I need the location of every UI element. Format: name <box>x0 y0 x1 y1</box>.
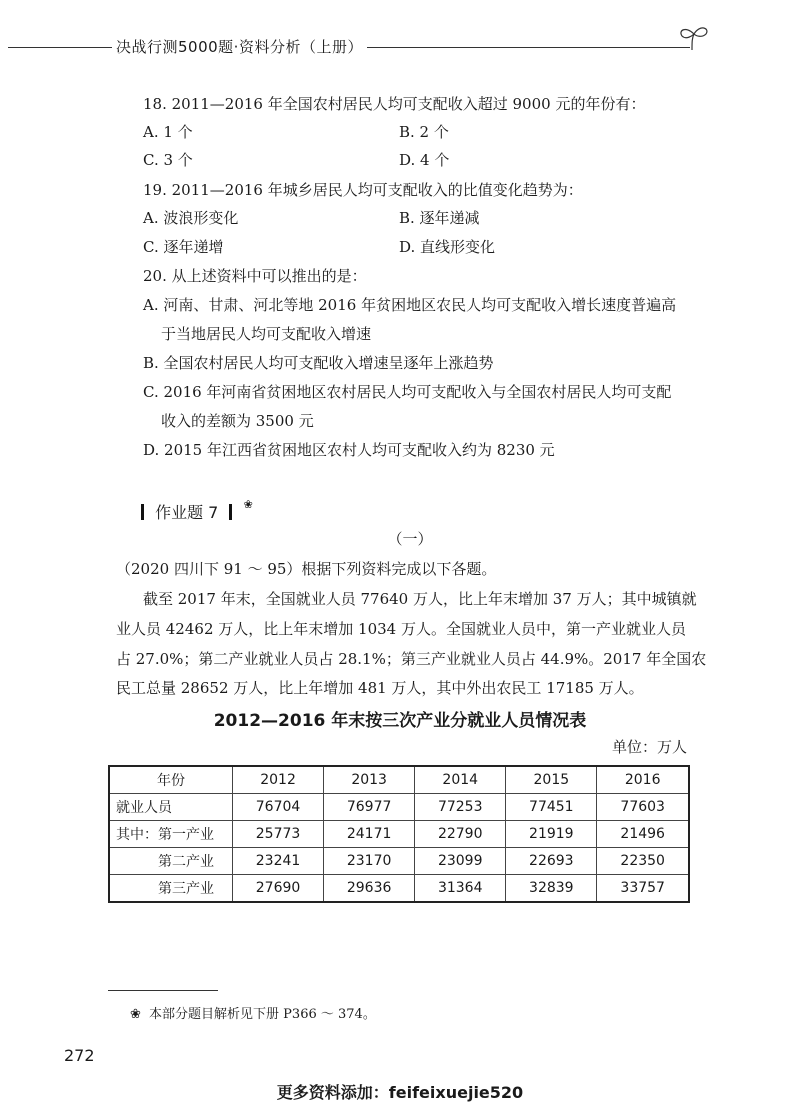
running-header-title: 决战行测5000题·资料分析（上册） <box>112 36 367 57</box>
table-cell: 76977 <box>324 794 415 821</box>
question-20-option-c-cont: 收入的差额为 3500 元 <box>161 412 314 430</box>
table-row <box>109 794 689 821</box>
header-rule-left <box>8 47 118 48</box>
question-18-option-b: B. 2 个 <box>399 123 449 141</box>
question-18-option-d: D. 4 个 <box>399 151 450 169</box>
table-cell: 22790 <box>415 821 506 848</box>
question-19-option-a: A. 波浪形变化 <box>143 209 239 227</box>
table-row-label: 其中：第一产业 <box>109 821 233 848</box>
question-19-option-c: C. 逐年递增 <box>143 238 224 256</box>
table-row <box>109 875 689 903</box>
section-heading <box>141 498 253 523</box>
table-cell: 21919 <box>506 821 597 848</box>
table-row-label: 就业人员 <box>109 794 233 821</box>
table-cell: 22350 <box>597 848 689 875</box>
question-18-option-c: C. 3 个 <box>143 151 193 169</box>
table-row-label: 第二产业 <box>109 848 233 875</box>
watermark-text: 更多资料添加：feifeixuejie520 <box>276 1083 524 1102</box>
table-title: 2012—2016 年末按三次产业分就业人员情况表 <box>213 711 587 731</box>
paragraph-line-2: 业人员 42462 万人，比上年末增加 1034 万人。全国就业人员中，第一产业就业人员 <box>116 620 686 638</box>
footnote-text: 本部分题目解析见下册 P366 ～ 374。 <box>149 1007 376 1022</box>
section-bar-right <box>229 504 232 520</box>
table-header-cell: 2014 <box>415 766 506 794</box>
footnote-flower-icon: ❀ <box>243 498 253 511</box>
question-19-option-d: D. 直线形变化 <box>399 238 496 256</box>
question-20-option-c: C. 2016 年河南省贫困地区农村居民人均可支配收入与全国农村居民人均可支配 <box>143 383 672 401</box>
table-header-row <box>109 766 689 794</box>
table-cell: 21496 <box>597 821 689 848</box>
question-20-option-a-cont: 于当地居民人均可支配收入增速 <box>161 325 372 343</box>
question-18-stem: 18. 2011—2016 年全国农村居民人均可支配收入超过 9000 元的年份有： <box>143 95 646 113</box>
paragraph-line-1: 截至 2017 年末，全国就业人员 77640 万人，比上年末增加 37 万人；其中城镇就 <box>143 590 697 608</box>
table-cell: 23241 <box>233 848 324 875</box>
table-cell: 27690 <box>233 875 324 903</box>
header-rule-right <box>330 47 690 48</box>
table-cell: 33757 <box>597 875 689 903</box>
question-19-stem: 19. 2011—2016 年城乡居民人均可支配收入的比值变化趋势为： <box>143 181 583 199</box>
table-cell: 32839 <box>506 875 597 903</box>
table-cell: 22693 <box>506 848 597 875</box>
table-cell: 25773 <box>233 821 324 848</box>
footnote-rule <box>108 990 218 991</box>
sprout-icon <box>676 22 712 52</box>
table-header-cell: 年份 <box>109 766 233 794</box>
intro-line: （2020 四川下 91 ～ 95）根据下列资料完成以下各题。 <box>116 560 497 578</box>
table-cell: 77451 <box>506 794 597 821</box>
table-cell: 77603 <box>597 794 689 821</box>
employment-table <box>108 765 690 903</box>
question-19-option-b: B. 逐年递减 <box>399 209 480 227</box>
question-20-option-a: A. 河南、甘肃、河北等地 2016 年贫困地区农民人均可支配收入增长速度普遍高 <box>143 296 677 314</box>
table-row <box>109 821 689 848</box>
table-cell: 29636 <box>324 875 415 903</box>
table-cell: 24171 <box>324 821 415 848</box>
table-header-cell: 2016 <box>597 766 689 794</box>
section-title: 作业题 7 <box>155 503 219 522</box>
footnote <box>130 1003 376 1022</box>
page-number: 272 <box>64 1046 95 1065</box>
question-20-option-d: D. 2015 年江西省贫困地区农村人均可支配收入约为 8230 元 <box>143 441 555 459</box>
table-header-cell: 2015 <box>506 766 597 794</box>
paragraph-line-4: 民工总量 28652 万人，比上年增加 481 万人，其中外出农民工 17185 万人。 <box>116 679 644 697</box>
question-20-stem: 20. 从上述资料中可以推出的是： <box>143 267 367 285</box>
table-header-cell: 2013 <box>324 766 415 794</box>
question-20-option-b: B. 全国农村居民人均可支配收入增速呈逐年上涨趋势 <box>143 354 494 372</box>
question-18-option-a: A. 1 个 <box>143 123 193 141</box>
table-header-cell: 2012 <box>233 766 324 794</box>
table-cell: 31364 <box>415 875 506 903</box>
footnote-flower-icon: ❀ <box>130 1007 141 1022</box>
table-row <box>109 848 689 875</box>
table-unit: 单位：万人 <box>612 738 688 756</box>
section-bar-left <box>141 504 144 520</box>
section-subtitle: （一） <box>387 530 433 548</box>
table-cell: 77253 <box>415 794 506 821</box>
table-cell: 23170 <box>324 848 415 875</box>
table-row-label: 第三产业 <box>109 875 233 903</box>
table-cell: 76704 <box>233 794 324 821</box>
paragraph-line-3: 占 27.0%；第二产业就业人员占 28.1%；第三产业就业人员占 44.9%。2017 年全国农 <box>116 650 707 668</box>
table-cell: 23099 <box>415 848 506 875</box>
